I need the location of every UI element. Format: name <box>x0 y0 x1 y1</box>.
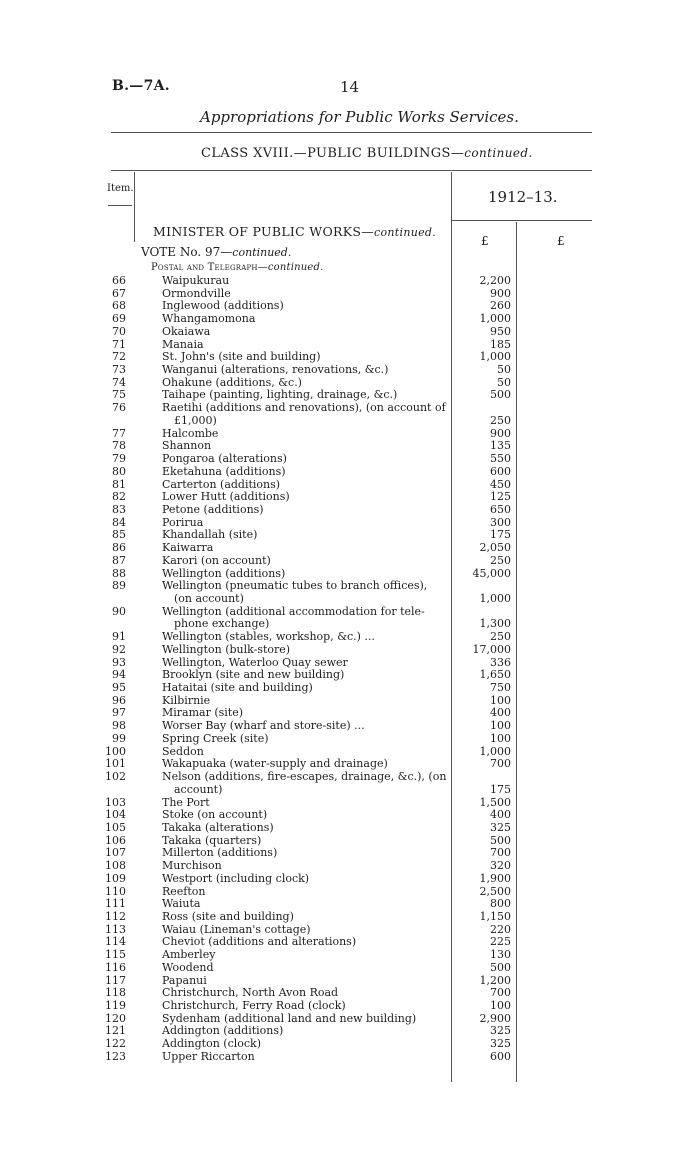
item-number: 78 <box>112 439 126 453</box>
item-number: 68 <box>112 299 126 313</box>
item-number: 120 <box>105 1011 126 1025</box>
item-number: 73 <box>112 363 126 377</box>
item-description: Ross (site and building) <box>162 910 294 923</box>
item-number: 112 <box>105 910 126 923</box>
item-amount: 800 <box>490 897 511 911</box>
item-description: Lower Hutt (additions) <box>162 490 290 504</box>
item-number: 105 <box>105 820 126 834</box>
item-description: Millerton (additions) <box>162 846 278 860</box>
item-number: 107 <box>105 846 126 860</box>
item-number: 122 <box>105 1037 126 1051</box>
table-row <box>0 517 700 529</box>
item-amount: 700 <box>490 986 511 1000</box>
item-number: 86 <box>112 541 126 555</box>
table-row <box>0 288 700 300</box>
item-amount: 130 <box>490 948 511 962</box>
vote-heading-suffix: continued. <box>232 246 292 259</box>
item-number: 77 <box>112 426 126 440</box>
table-row <box>0 911 700 923</box>
table-row <box>0 758 700 770</box>
item-description: Takaka (alterations) <box>162 820 274 834</box>
item-description: Christchurch, Ferry Road (clock) <box>162 999 346 1013</box>
item-description: Cheviot (additions and alterations) <box>162 935 357 949</box>
item-number: 95 <box>112 681 126 695</box>
table-row <box>0 657 700 669</box>
table-row <box>0 949 700 961</box>
item-description: Woodend <box>162 960 214 974</box>
table-row <box>0 784 700 796</box>
item-number: 123 <box>105 1049 126 1063</box>
item-description: Wellington (stables, workshop, &c.) ... <box>162 630 375 644</box>
item-amount: 220 <box>490 922 511 936</box>
table-row <box>0 606 700 618</box>
item-number: 70 <box>112 324 126 338</box>
item-number: 66 <box>112 274 126 287</box>
table-row <box>0 1000 700 1012</box>
item-amount: 100 <box>490 719 511 733</box>
item-amount: 225 <box>490 935 511 949</box>
subheading <box>151 262 324 273</box>
item-amount: 260 <box>490 299 511 313</box>
table-row <box>0 1051 700 1063</box>
item-description: Murchison <box>162 859 222 873</box>
item-amount: 450 <box>490 477 511 491</box>
table-row <box>0 936 700 948</box>
item-description: Raetihi (additions and renovations), (on account of <box>162 401 446 415</box>
subheading-suffix: continued. <box>267 262 324 273</box>
item-description: Christchurch, North Avon Road <box>162 986 339 1000</box>
item-description: Worser Bay (wharf and store-site) ... <box>162 719 365 733</box>
item-description: Taihape (painting, lighting, drainage, &c.) <box>162 388 398 402</box>
item-amount: 500 <box>490 960 511 974</box>
table-row <box>0 339 700 351</box>
table-row <box>0 580 700 592</box>
item-description: Khandallah (site) <box>162 528 258 542</box>
item-description: Stoke (on account) <box>162 808 268 822</box>
item-amount: 1,000 <box>479 744 511 758</box>
item-amount: 1,650 <box>479 668 511 682</box>
item-description: Manaia <box>162 337 204 351</box>
table-row <box>0 593 700 605</box>
table-row <box>0 847 700 859</box>
item-amount: 50 <box>497 375 511 389</box>
item-description: Wellington (additions) <box>162 566 286 580</box>
item-description: Addington (clock) <box>162 1037 262 1051</box>
item-amount: 2,200 <box>479 274 511 287</box>
item-number: 109 <box>105 871 126 885</box>
item-number: 115 <box>105 948 126 962</box>
item-amount: 100 <box>490 731 511 745</box>
item-number: 81 <box>112 477 126 491</box>
table-row <box>0 377 700 389</box>
item-description: Porirua <box>162 515 204 529</box>
item-amount: 900 <box>490 286 511 300</box>
item-amount: 325 <box>490 1037 511 1051</box>
item-description: Wellington (additional accommodation for tele- <box>162 604 425 618</box>
item-number: 80 <box>112 464 126 478</box>
item-description: Whangamomona <box>162 312 256 326</box>
table-row <box>0 529 700 541</box>
page-number: 14 <box>340 78 360 96</box>
table-row <box>0 479 700 491</box>
item-amount: 1,300 <box>479 617 511 631</box>
item-description: Carterton (additions) <box>162 477 281 491</box>
item-description: Waiau (Lineman's cottage) <box>162 922 311 936</box>
item-description: St. John's (site and building) <box>162 350 321 364</box>
item-description: Papanui <box>162 973 207 987</box>
table-row <box>0 389 700 401</box>
item-amount: 1,000 <box>479 350 511 364</box>
item-amount: 325 <box>490 1024 511 1038</box>
item-description: Addington (additions) <box>162 1024 284 1038</box>
item-description: Ohakune (additions, &c.) <box>162 375 302 389</box>
item-amount: 17,000 <box>472 642 511 656</box>
table-row <box>0 364 700 376</box>
top-rule <box>111 132 592 133</box>
item-number: 118 <box>105 986 126 1000</box>
table-row <box>0 1025 700 1037</box>
item-description: Reefton <box>162 884 206 898</box>
table-row <box>0 542 700 554</box>
item-amount: 750 <box>490 681 511 695</box>
item-amount: 100 <box>490 693 511 707</box>
item-description: Wellington (bulk-store) <box>162 642 291 656</box>
item-number: 96 <box>112 693 126 707</box>
item-number: 108 <box>105 859 126 873</box>
item-description: Miramar (site) <box>162 706 244 720</box>
item-number: 72 <box>112 350 126 364</box>
item-description: £1,000) <box>174 413 217 427</box>
item-description: Brooklyn (site and new building) <box>162 668 345 682</box>
item-number: 116 <box>105 960 126 974</box>
item-amount: 250 <box>490 553 511 567</box>
table-row <box>0 415 700 427</box>
table-row <box>0 555 700 567</box>
item-description: Nelson (additions, fire-escapes, drainage, &c.), (on <box>162 770 447 784</box>
table-row <box>0 275 700 287</box>
item-amount: 550 <box>490 452 511 466</box>
table-row <box>0 771 700 783</box>
item-number: 79 <box>112 452 126 466</box>
table-row <box>0 695 700 707</box>
table-row <box>0 351 700 363</box>
item-description: Karori (on account) <box>162 553 271 567</box>
item-amount: 700 <box>490 757 511 771</box>
item-number: 117 <box>105 973 126 987</box>
item-amount: 325 <box>490 820 511 834</box>
item-amount: 320 <box>490 859 511 873</box>
table-row <box>0 326 700 338</box>
item-amount: 100 <box>490 999 511 1013</box>
table-row <box>0 720 700 732</box>
item-number: 97 <box>112 706 126 720</box>
year-header: 1912–13. <box>488 188 558 206</box>
item-amount: 1,000 <box>479 312 511 326</box>
item-description: Waipukurau <box>162 274 230 287</box>
item-amount: 250 <box>490 413 511 427</box>
subheading-main: Postal and Telegraph— <box>151 262 268 273</box>
item-number: 71 <box>112 337 126 351</box>
item-amount: 135 <box>490 439 511 453</box>
table-row <box>0 1013 700 1025</box>
item-description: Halcombe <box>162 426 219 440</box>
table-row <box>0 669 700 681</box>
item-description: Wellington, Waterloo Quay sewer <box>162 655 348 669</box>
item-number: 100 <box>105 744 126 758</box>
table-row <box>0 886 700 898</box>
item-number: 75 <box>112 388 126 402</box>
item-number: 98 <box>112 719 126 733</box>
item-amount: 700 <box>490 846 511 860</box>
minister-heading-suffix: continued. <box>374 226 437 239</box>
vote-heading-main: VOTE No. 97— <box>141 245 233 259</box>
item-description: Wanganui (alterations, renovations, &c.) <box>162 363 389 377</box>
table-row <box>0 1038 700 1050</box>
item-number: 91 <box>112 630 126 644</box>
item-number: 69 <box>112 312 126 326</box>
item-amount: 950 <box>490 324 511 338</box>
item-amount: 300 <box>490 515 511 529</box>
item-amount: 600 <box>490 464 511 478</box>
item-amount: 185 <box>490 337 511 351</box>
item-description: phone exchange) <box>174 617 270 631</box>
item-description: Inglewood (additions) <box>162 299 284 313</box>
table-row <box>0 440 700 452</box>
item-amount: 1,150 <box>479 910 511 923</box>
item-number: 103 <box>105 795 126 809</box>
item-number: 102 <box>105 770 126 784</box>
item-number: 92 <box>112 642 126 656</box>
item-number: 74 <box>112 375 126 389</box>
item-number: 104 <box>105 808 126 822</box>
item-amount: 250 <box>490 630 511 644</box>
table-row <box>0 453 700 465</box>
item-amount: 400 <box>490 706 511 720</box>
page-title: Appropriations for Public Works Services. <box>200 108 519 126</box>
item-header-underline <box>108 205 132 206</box>
table-row <box>0 987 700 999</box>
table-row <box>0 618 700 630</box>
table-row <box>0 402 700 414</box>
item-description: (on account) <box>174 592 244 605</box>
item-amount: 1,000 <box>479 592 511 605</box>
item-number: 113 <box>105 922 126 936</box>
item-amount: 175 <box>490 782 511 796</box>
item-amount: 2,900 <box>479 1011 511 1025</box>
item-number: 89 <box>112 579 126 593</box>
class-heading <box>201 146 533 161</box>
item-number: 88 <box>112 566 126 580</box>
item-description: Eketahuna (additions) <box>162 464 286 478</box>
item-description: The Port <box>162 795 210 809</box>
item-description: Okaiawa <box>162 324 211 338</box>
item-amount: 1,900 <box>479 871 511 885</box>
item-amount: 2,500 <box>479 884 511 898</box>
item-description: Ormondville <box>162 286 231 300</box>
item-description: Amberley <box>162 948 216 962</box>
item-description: Wellington (pneumatic tubes to branch offices), <box>162 579 428 593</box>
table-row <box>0 491 700 503</box>
table-row <box>0 644 700 656</box>
item-description: Upper Riccarton <box>162 1049 255 1063</box>
item-number: 99 <box>112 731 126 745</box>
item-amount: 900 <box>490 426 511 440</box>
item-amount: 500 <box>490 388 511 402</box>
table-row <box>0 466 700 478</box>
item-description: Shannon <box>162 439 212 453</box>
item-amount: 175 <box>490 528 511 542</box>
item-description: Seddon <box>162 744 204 758</box>
item-description: Wakapuaka (water-supply and drainage) <box>162 757 388 771</box>
item-description: Kilbirnie <box>162 693 211 707</box>
item-number: 93 <box>112 655 126 669</box>
table-row <box>0 631 700 643</box>
item-amount: 1,500 <box>479 795 511 809</box>
item-number: 83 <box>112 502 126 516</box>
item-amount: 50 <box>497 363 511 377</box>
item-description: Kaiwarra <box>162 541 214 555</box>
item-description: Takaka (quarters) <box>162 833 262 847</box>
table-row <box>0 809 700 821</box>
table-row <box>0 746 700 758</box>
item-number: 85 <box>112 528 126 542</box>
item-description: Westport (including clock) <box>162 871 310 885</box>
table-top-rule <box>111 170 592 171</box>
document-code: B.—7A. <box>112 78 170 94</box>
item-column-rule <box>134 172 135 242</box>
minister-heading <box>153 224 436 239</box>
item-number: 84 <box>112 515 126 529</box>
table-row <box>0 898 700 910</box>
minister-heading-main: MINISTER OF PUBLIC WORKS— <box>153 224 375 239</box>
vote-heading <box>141 245 291 259</box>
item-description: Hataitai (site and building) <box>162 681 313 695</box>
item-number: 87 <box>112 553 126 567</box>
item-number: 67 <box>112 286 126 300</box>
item-description: Sydenham (additional land and new building) <box>162 1011 417 1025</box>
item-amount: 1,200 <box>479 973 511 987</box>
item-description: Petone (additions) <box>162 502 264 516</box>
class-heading-suffix: continued. <box>464 146 533 160</box>
item-amount: 45,000 <box>472 566 511 580</box>
item-description: Waiuta <box>162 897 201 911</box>
item-number: 90 <box>112 604 126 618</box>
table-row <box>0 835 700 847</box>
item-number: 101 <box>105 757 126 771</box>
table-row <box>0 504 700 516</box>
item-number: 111 <box>105 897 126 911</box>
table-row <box>0 975 700 987</box>
year-underline <box>452 220 592 221</box>
item-number: 119 <box>105 999 126 1013</box>
item-description: Spring Creek (site) <box>162 731 269 745</box>
item-amount: 336 <box>490 655 511 669</box>
item-number: 106 <box>105 833 126 847</box>
table-row <box>0 962 700 974</box>
table-row <box>0 860 700 872</box>
item-amount: 650 <box>490 502 511 516</box>
item-amount: 2,050 <box>479 541 511 555</box>
table-row <box>0 300 700 312</box>
table-row <box>0 707 700 719</box>
table-row <box>0 313 700 325</box>
table-row <box>0 733 700 745</box>
item-description: account) <box>174 782 223 796</box>
currency-symbol-1: £ <box>481 234 489 248</box>
item-number: 94 <box>112 668 126 682</box>
table-row <box>0 568 700 580</box>
table-row <box>0 822 700 834</box>
table-row <box>0 873 700 885</box>
item-amount: 600 <box>490 1049 511 1063</box>
item-amount: 125 <box>490 490 511 504</box>
item-number: 110 <box>105 884 126 898</box>
table-row <box>0 682 700 694</box>
item-amount: 400 <box>490 808 511 822</box>
item-number: 76 <box>112 401 126 415</box>
item-number: 114 <box>105 935 126 949</box>
item-column-header: Item. <box>107 183 134 194</box>
class-heading-main: CLASS XVIII.—PUBLIC BUILDINGS— <box>201 146 465 161</box>
item-number: 82 <box>112 490 126 504</box>
table-row <box>0 924 700 936</box>
table-row <box>0 797 700 809</box>
item-number: 121 <box>105 1024 126 1038</box>
item-description: Pongaroa (alterations) <box>162 452 287 466</box>
currency-symbol-2: £ <box>557 234 565 248</box>
item-amount: 500 <box>490 833 511 847</box>
table-row <box>0 428 700 440</box>
